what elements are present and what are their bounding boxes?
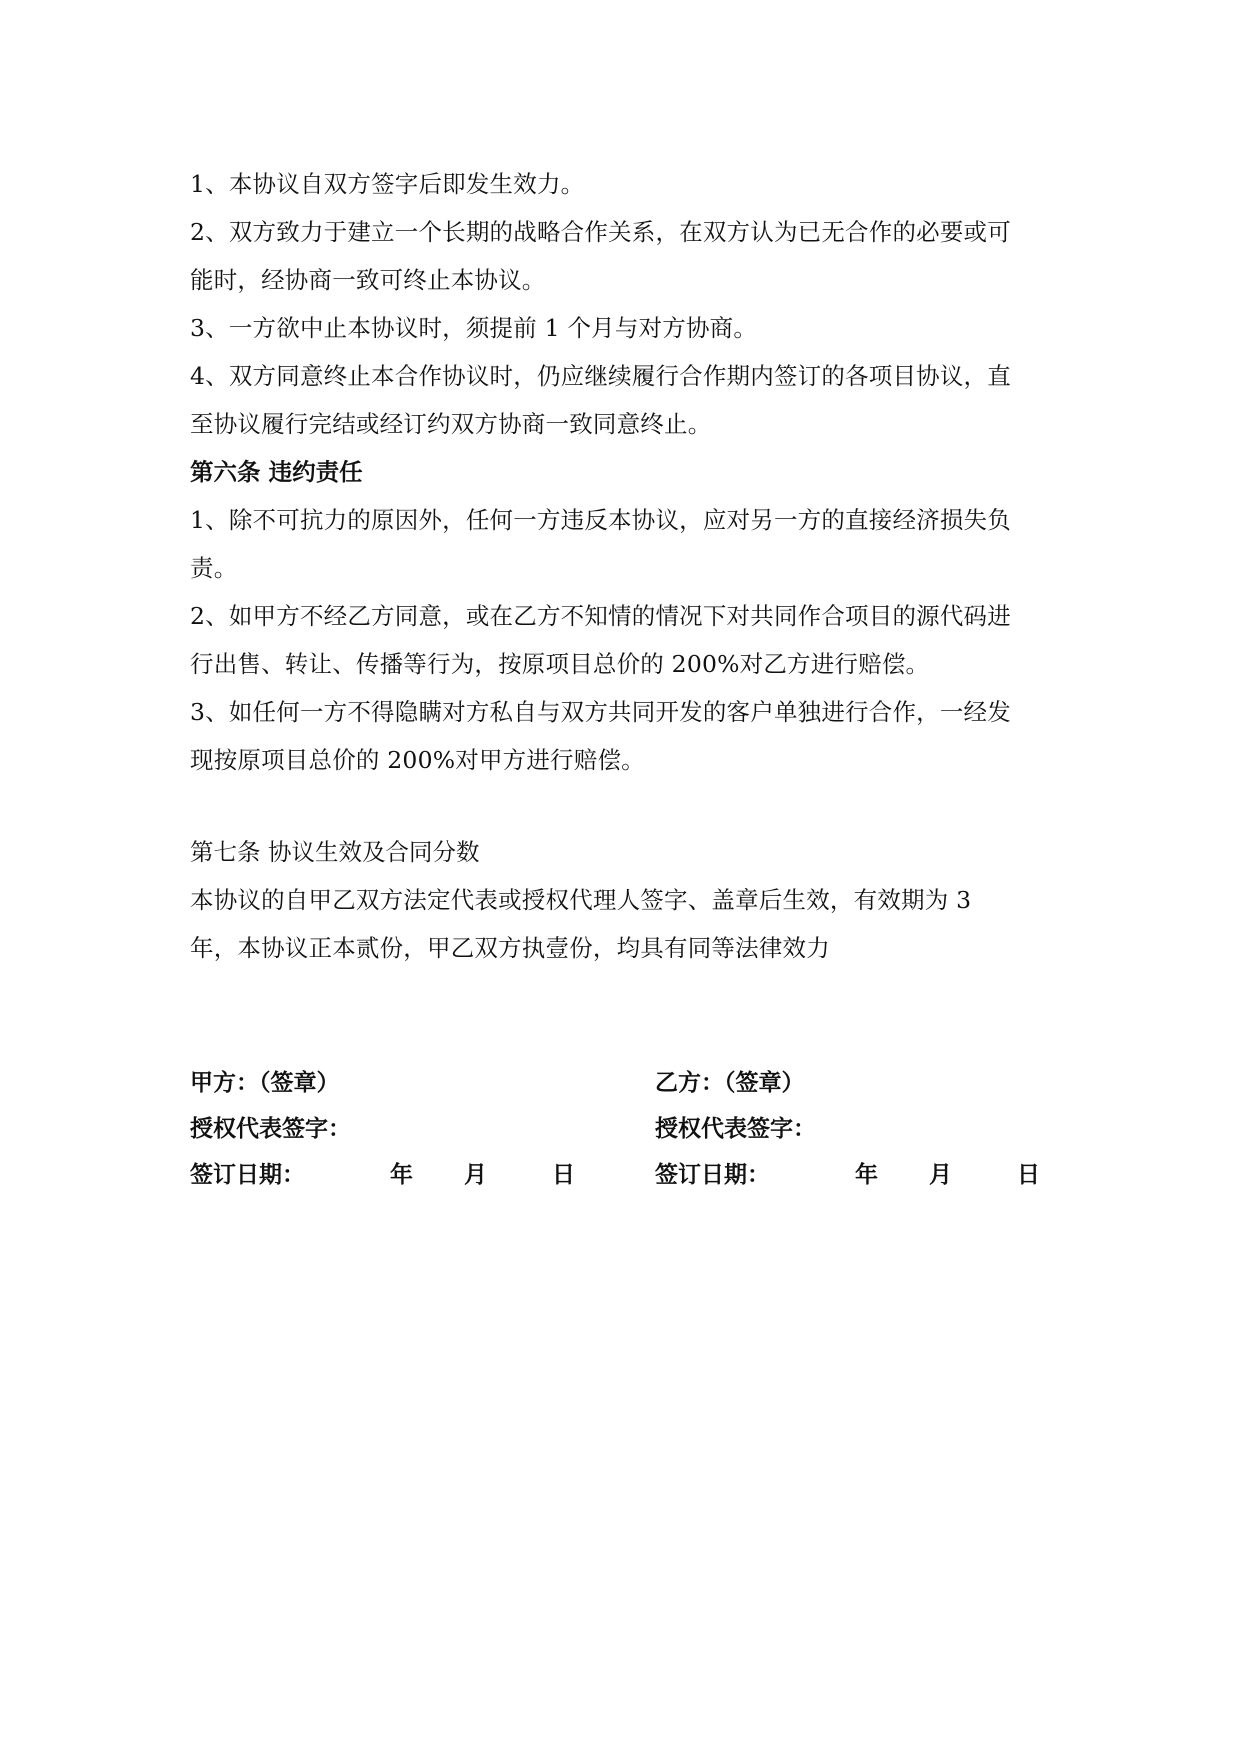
party-a-date-year: 年 <box>390 1162 413 1188</box>
party-b-date-day: 日 <box>1017 1162 1040 1188</box>
clause6-heading: 第六条 违约责任 <box>190 458 363 486</box>
document-body <box>190 160 1060 972</box>
clause6-item-3-line-1: 3、如任何一方不得隐瞒对方私自与双方共同开发的客户单独进行合作，一经发 <box>190 698 1011 726</box>
clause6-item-2-line-2: 行出售、转让、传播等行为，按原项目总价的 200%对乙方进行赔偿。 <box>190 650 930 678</box>
signature-block <box>190 1060 1060 1198</box>
clause6-item-1-line-1: 1、除不可抗力的原因外，任何一方违反本协议，应对另一方的直接经济损失负 <box>190 506 1011 534</box>
clause5-item-1-line-1: 1、本协议自双方签字后即发生效力。 <box>190 170 585 198</box>
clause5-item-3-line-1: 3、一方欲中止本协议时，须提前 1 个月与对方协商。 <box>190 314 758 342</box>
section-spacer <box>190 784 1060 828</box>
clause6-item-2-line-1: 2、如甲方不经乙方同意，或在乙方不知情的情况下对共同作合项目的源代码进 <box>190 602 1011 630</box>
clause7-line-1: 本协议的自甲乙双方法定代表或授权代理人签字、盖章后生效，有效期为 3 <box>190 886 972 914</box>
party-a-rep-label: 授权代表签字： <box>190 1116 351 1142</box>
signature-row-representative <box>190 1106 1060 1152</box>
clause5-item-2-line-2: 能时，经协商一致可终止本协议。 <box>190 266 546 294</box>
signature-row-date <box>190 1152 1060 1198</box>
party-a-date-label: 签订日期： <box>190 1162 305 1188</box>
party-b-date-label: 签订日期： <box>655 1162 770 1188</box>
clause5-item-2-line-1: 2、双方致力于建立一个长期的战略合作关系，在双方认为已无合作的必要或可 <box>190 218 1011 246</box>
clause5-item-4-line-2: 至协议履行完结或经订约双方协商一致同意终止。 <box>190 410 712 438</box>
party-b-seal-label: 乙方：（签章） <box>655 1070 805 1096</box>
signature-row-seal <box>190 1060 1060 1106</box>
clause6-item-3-line-2: 现按原项目总价的 200%对甲方进行赔偿。 <box>190 746 645 774</box>
clause5-item-4-line-1: 4、双方同意终止本合作协议时，仍应继续履行合作期内签订的各项目协议，直 <box>190 362 1011 390</box>
clause7-line-2: 年，本协议正本贰份，甲乙双方执壹份，均具有同等法律效力 <box>190 934 830 962</box>
party-a-seal-label: 甲方：（签章） <box>190 1070 340 1096</box>
party-b-date-year: 年 <box>855 1162 878 1188</box>
clause6-item-1-line-2: 责。 <box>190 554 238 582</box>
clause7-heading: 第七条 协议生效及合同分数 <box>190 838 480 866</box>
party-a-date-month: 月 <box>464 1162 487 1188</box>
party-a-date-day: 日 <box>552 1162 575 1188</box>
party-b-date-month: 月 <box>929 1162 952 1188</box>
party-b-rep-label: 授权代表签字： <box>655 1116 816 1142</box>
